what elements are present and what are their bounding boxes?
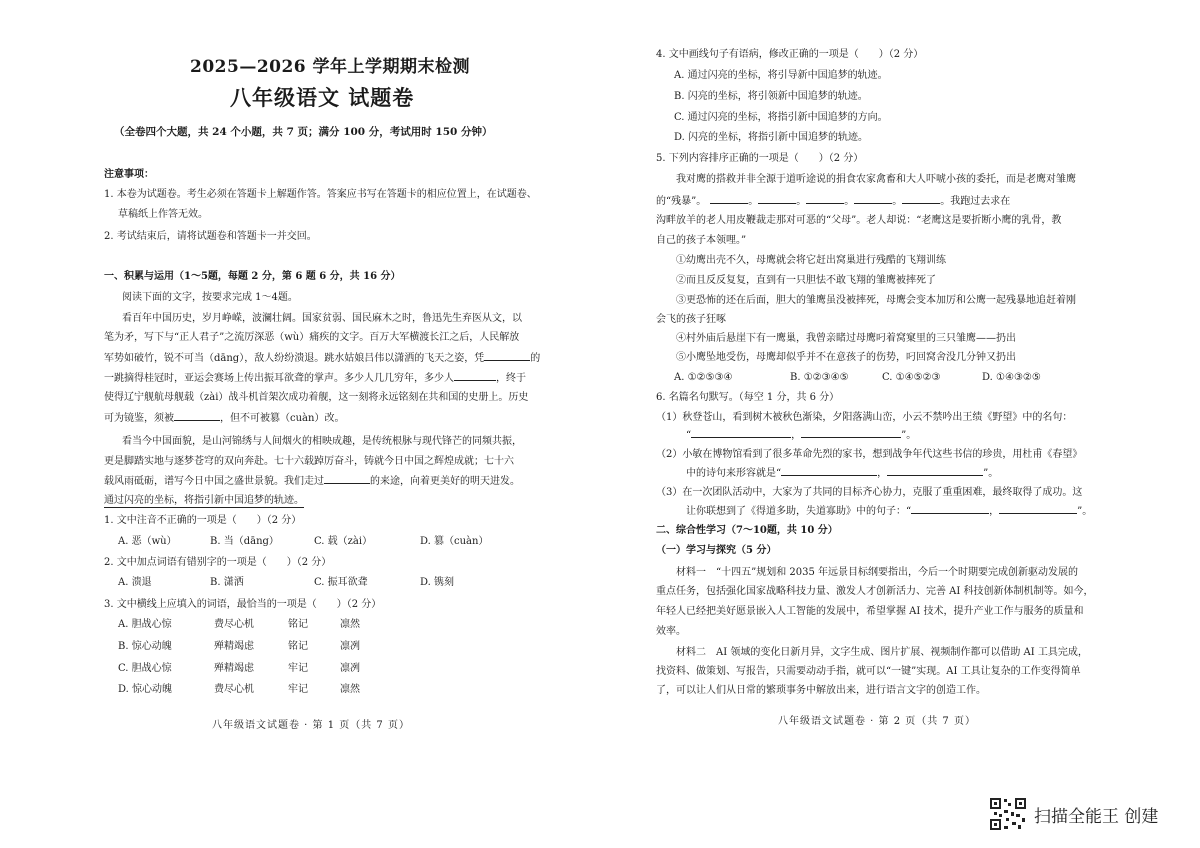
notes-heading: 注意事项： — [104, 169, 154, 180]
q3-word: 铭记 — [288, 619, 308, 630]
q1-option-b: B. 当（dāng） — [210, 536, 279, 547]
q5-item: ①幼鹰出壳不久，母鹰就会将它赶出窝巢进行残酷的飞翔训练 — [676, 255, 946, 266]
q3-word: 牢记 — [288, 663, 308, 674]
q1-option-c: C. 载（zài） — [314, 536, 373, 547]
q6-part-2: （2）小敏在博物馆看到了很多革命先烈的家书，想到战争年代这些书信的珍贵，用杜甫《春望》 — [656, 449, 1083, 460]
q6-3-blanks: 让你联想到了《得道多助，失道寡助》中的句子：“ ， ”。 — [686, 506, 1093, 517]
fill-blank — [691, 428, 791, 438]
underlined-sentence: 通过闪亮的坐标，将指引新中国追梦的轨迹。 — [104, 495, 304, 506]
material-1-line: 材料一 “十四五”规划和 2035 年远景目标纲要指出，今后一个时期要完成创新驱动发展的 — [676, 567, 1079, 578]
fill-blank — [801, 428, 901, 438]
question-2: 2. 文中加点词语有错别字的一项是（ ）（2 分） — [104, 557, 332, 568]
section-2-heading: 二、综合性学习（7～10题，共 10 分） — [656, 525, 838, 536]
fill-blank — [324, 474, 370, 484]
page-footer: 八年级语文试题卷 · 第 1 页（共 7 页） — [212, 720, 410, 731]
q3-option-b: B. 惊心动魄 — [118, 641, 172, 652]
q1-option-a: A. 恶（wù） — [118, 536, 177, 547]
q5-item: 会飞的孩子狂啄 — [656, 314, 726, 325]
q6-1-blanks: “ ， ”。 — [686, 430, 917, 441]
question-3: 3. 文中横线上应填入的词语，最恰当的一项是（ ）（2 分） — [104, 599, 382, 610]
q3-word: 费尽心机 — [214, 619, 254, 630]
q5-item: ④村外庙后悬崖下有一鹰巢，我曾亲睹过母鹰叼着窝窠里的三只雏鹰——扔出 — [676, 333, 1016, 344]
passage-line: 看百年中国历史，岁月峥嵘，波澜壮阔。国家贫弱、国民麻木之时，鲁迅先生弃医从文，以 — [122, 313, 522, 324]
q5-item: ⑤小鹰坠地受伤，母鹰却似乎并不在意孩子的伤势，叼回窝舍没几分钟又扔出 — [676, 352, 1016, 363]
q3-word: 铭记 — [288, 641, 308, 652]
q4-option-c: C. 通过闪亮的坐标，将指引新中国追梦的方向。 — [674, 112, 888, 123]
passage-line: 看当今中国面貌，是山河锦绣与人间烟火的相映成趣，是传统根脉与现代锋芒的同频共振， — [122, 436, 522, 447]
subsection-1-heading: （一）学习与探究（5 分） — [656, 545, 777, 556]
section-1-heading: 一、积累与运用（1～5题，每题 2 分，第 6 题 6 分，共 16 分） — [104, 271, 401, 282]
material-2-line: 找资料、做策划、写报告，只需要动动手指，就可以“一键”实现。AI 工具让复杂的工作变得简单 — [656, 666, 1081, 677]
fill-blank — [484, 351, 530, 361]
q1-option-d: D. 篡（cuàn） — [420, 536, 489, 547]
fill-blank — [174, 411, 220, 421]
exam-title: 2025—2026 学年上学期期末检测 — [190, 57, 471, 77]
q3-word: 费尽心机 — [214, 684, 254, 695]
passage-line: 一跳摘得桂冠时，亚运会赛场上传出振耳欲聋的掌声。多少人几几穷年，多少人 ，终于 — [104, 373, 526, 384]
q3-word: 殚精竭虑 — [214, 663, 254, 674]
qr-code-icon — [988, 796, 1028, 832]
q3-word: 殚精竭虑 — [214, 641, 254, 652]
passage-line: 载风雨砥砺，谱写今日中国之盛世景貌。我们走过 的来途，向着更美好的明天进发。 — [104, 476, 520, 487]
exam-page-2 — [600, 0, 1200, 848]
q2-option-b: B. 潇洒 — [210, 577, 244, 588]
q5-option-c: C. ①④⑤②③ — [882, 372, 941, 383]
q5-option-b: B. ①②③④⑤ — [790, 372, 849, 383]
passage-line: 可为镜鉴，须被 ，但不可被篡（cuàn）改。 — [104, 413, 345, 424]
q2-option-a: A. 溃退 — [118, 577, 152, 588]
fill-blank — [911, 504, 989, 514]
exam-info: （全卷四个大题，共 24 个小题，共 7 页；满分 100 分，考试用时 150 分钟） — [114, 126, 493, 138]
material-2-line: 了，可以让人们从日常的繁琐事务中解放出来，进行语言文字的创造工作。 — [656, 685, 986, 696]
q6-2-blanks: 中的诗句来形容就是“ ， ”。 — [686, 468, 999, 479]
q3-word: 凛冽 — [340, 641, 360, 652]
q3-option-c: C. 胆战心惊 — [118, 663, 172, 674]
note-2: 2. 考试结束后，请将试题卷和答题卡一并交回。 — [104, 231, 317, 242]
q3-word: 凛冽 — [340, 663, 360, 674]
fill-blank — [999, 504, 1077, 514]
q5-option-a: A. ①②⑤③④ — [674, 372, 733, 383]
material-1-line: 年轻人已经把美好愿景嵌入人工智能的发展中，希望掌握 AI 技术，提升产业工作与服务的质量和 — [656, 606, 1084, 617]
question-4: 4. 文中画线句子有语病，修改正确的一项是（ ）（2 分） — [656, 49, 924, 60]
material-1-line: 重点任务，包括强化国家战略科技力量、激发人才创新活力、完善 AI 科技创新体制机制等。如今， — [656, 586, 1094, 597]
q3-word: 凛然 — [340, 684, 360, 695]
fill-blank — [887, 466, 983, 476]
q4-option-d: D. 闪亮的坐标，将指引新中国追梦的轨迹。 — [674, 132, 869, 143]
reading-instruction: 阅读下面的文字，按要求完成 1～4题。 — [122, 292, 298, 303]
question-6: 6. 名篇名句默写。（每空 1 分，共 6 分） — [656, 392, 840, 403]
fill-blank — [781, 466, 877, 476]
scanner-watermark: 扫描全能王 创建 — [1034, 807, 1159, 827]
q3-option-d: D. 惊心动魄 — [118, 684, 173, 695]
passage-line: 军势如破竹，锐不可当（dāng），敌人纷纷溃退。跳水姑娘吕伟以潇洒的飞天之姿，凭 的 — [104, 353, 541, 364]
q5-option-d: D. ①④③②⑤ — [982, 372, 1041, 383]
q3-word: 牢记 — [288, 684, 308, 695]
q5-text: 沟畔放羊的老人用皮鞭裁走那对可恶的“父母”。老人却说：“老鹰这是要折断小鹰的乳骨，教 — [656, 215, 1062, 226]
q3-word: 凛然 — [340, 619, 360, 630]
note-1b: 草稿纸上作答无效。 — [118, 209, 208, 220]
q5-item: ②而且反反复复，直到有一只胆怯不敢飞翔的雏鹰被摔死了 — [676, 275, 936, 286]
exam-subtitle: 八年级语文 试题卷 — [230, 85, 415, 110]
note-1a: 1. 本卷为试题卷。考生必须在答题卡上解题作答。答案应书写在答题卡的相应位置上，在试题卷、 — [104, 189, 537, 200]
passage-line: 笔为矛，写下与“正人君子”之流厉深恶（wù）痛疾的文字。百万大军横渡长江之后，人民解放 — [104, 332, 520, 343]
page-footer: 八年级语文试题卷 · 第 2 页（共 7 页） — [778, 716, 976, 727]
q6-part-1: （1）秋登苍山，看到树木被秋色渐染，夕阳落满山峦，小云不禁吟出王绩《野望》中的名句： — [656, 412, 1073, 423]
question-5: 5. 下列内容排序正确的一项是（ ）（2 分） — [656, 153, 864, 164]
q5-item: ③更恐怖的还在后面，胆大的雏鹰虽没被摔死，母鹰会变本加厉和公鹰一起残暴地追赶着刚 — [676, 295, 1076, 306]
q5-text: 的“残暴”。 。 。 。 。 。我跑过去求在 — [656, 196, 1011, 207]
q4-option-a: A. 通过闪亮的坐标，将引导新中国追梦的轨迹。 — [674, 70, 888, 81]
q3-option-a: A. 胆战心惊 — [118, 619, 172, 630]
passage-line: 更是脚踏实地与逐梦苍穹的双向奔赴。七十六载踔厉奋斗，铸就今日中国之辉煌成就；七十六 — [104, 456, 514, 467]
q5-text: 我对鹰的搭救并非全源于道听途说的捐食农家禽畜和大人吓唬小孩的委托，而是老鹰对雏鹰 — [676, 174, 1076, 185]
fill-blank — [454, 371, 496, 381]
q4-option-b: B. 闪亮的坐标，将引领新中国追梦的轨迹。 — [674, 91, 868, 102]
q2-option-d: D. 镌刻 — [420, 577, 455, 588]
passage-line: 使得辽宁舰航母舰载（zài）战斗机首架次成功着舰，这一刻将永远铭刻在共和国的史册上。历史 — [104, 392, 529, 403]
q5-text: 自己的孩子本领哩。” — [656, 235, 747, 246]
q2-option-c: C. 振耳欲聋 — [314, 577, 368, 588]
q6-part-3: （3）在一次团队活动中，大家为了共同的目标齐心协力，克服了重重困难，最终取得了成功。这 — [656, 487, 1083, 498]
question-1: 1. 文中注音不正确的一项是（ ）（2 分） — [104, 515, 302, 526]
material-2-line: 材料二 AI 领域的变化日新月异，文字生成、图片扩展、视频制作都可以借助 AI 工具完成， — [676, 647, 1088, 658]
material-1-line: 效率。 — [656, 626, 686, 637]
